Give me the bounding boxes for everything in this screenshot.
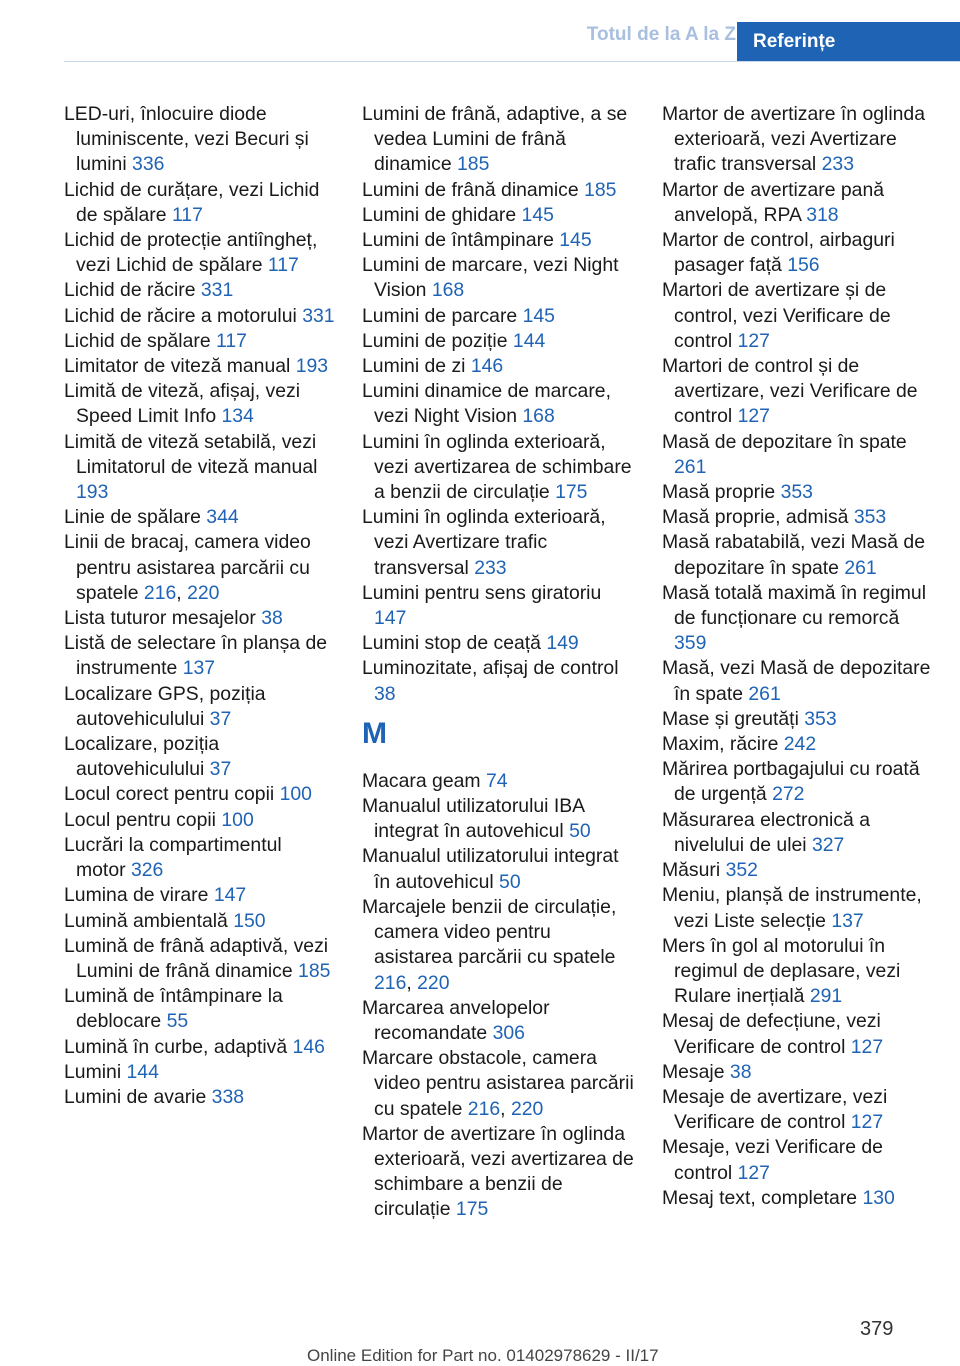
page-link[interactable]: 146 (470, 355, 504, 378)
index-entry (64, 984, 336, 1034)
entry-text: Localizare, poziția autovehiculului (64, 733, 220, 781)
page-link[interactable]: 74 (485, 769, 508, 792)
page-link[interactable]: 147 (374, 607, 407, 630)
index-entry (662, 808, 934, 858)
entry-text: Marcare obstacole, camera video pentru asistarea parcării cu spatele (362, 1047, 634, 1120)
page-link[interactable]: 216 (143, 581, 177, 604)
index-entry (362, 203, 634, 228)
page-link[interactable]: 359 (674, 632, 707, 655)
entry-text: Lumini dinamice de marcare, vezi Night Vision (362, 380, 611, 428)
index-entry (64, 682, 336, 732)
page-link[interactable]: 336 (132, 153, 165, 176)
entry-text: Lumini de parcare (362, 304, 523, 327)
index-entry (662, 1060, 934, 1085)
entry-text: Lichid de spălare (64, 329, 216, 352)
entry-text: Mase și greutăți (662, 707, 805, 730)
index-entry: Linii de bracaj, camera video pentru asistarea parcării cu spatele 216, 220 (64, 531, 311, 604)
index-entry (662, 228, 934, 278)
entry-text: Macara geam (362, 769, 486, 792)
entry-text: Lumini în oglinda exterioară, vezi avertizarea de schimbare a benzii de circulație (362, 430, 632, 504)
page-link[interactable]: 331 (200, 279, 234, 302)
entry-text: Locul pentru copii (64, 808, 222, 831)
entry-text: Mesaj de defecțiune, vezi Verificare de control (662, 1010, 881, 1058)
entry-text: Măsuri (662, 859, 726, 882)
index-entry (362, 844, 634, 894)
page-link[interactable]: 185 (298, 959, 331, 982)
index-entry (362, 228, 634, 253)
entry-text: Locul corect pentru copii (64, 783, 280, 806)
page-link[interactable]: 193 (295, 355, 329, 378)
page-link[interactable]: 149 (546, 632, 579, 655)
entry-text: Masă totală maximă în regimul de funcționare cu remorcă (662, 581, 927, 630)
index-entry (64, 505, 336, 530)
index-entry (662, 530, 934, 580)
page-link[interactable]: 216 (467, 1097, 501, 1120)
entry-text: Lucrări la compartimentul motor (64, 833, 282, 882)
page-link[interactable]: 50 (569, 820, 591, 843)
entry-text: Lumini de zi (362, 355, 471, 378)
page-link[interactable]: 127 (737, 1161, 770, 1184)
page-link[interactable]: 233 (474, 556, 507, 579)
entry-text: Listă de selectare în planșa de instrumente (64, 632, 328, 680)
page-link[interactable]: 193 (76, 481, 109, 504)
index-entry (362, 102, 634, 178)
page-number: 379 (860, 1318, 894, 1340)
index-entry (662, 732, 934, 757)
page-link[interactable]: 261 (674, 455, 707, 478)
index-entry: Marcajele benzii de circulație, camera video pentru asistarea parcării cu spatele 216, 220 (362, 895, 617, 994)
page-link[interactable]: 38 (729, 1060, 752, 1083)
index-entry (362, 329, 634, 354)
entry-text: Masă rabatabilă, vezi Masă de depozitare în spate (662, 531, 925, 579)
entry-text: Lichid de răcire a motorului (64, 304, 303, 327)
entry-text: Manualul utilizatorului IBA integrat în autovehicul (362, 795, 585, 843)
entry-text: Lichid de protecție antiîngheț, vezi Lichid de spălare (64, 229, 318, 277)
header-divider (64, 61, 960, 62)
index-entry (662, 1009, 934, 1059)
index-entry (362, 505, 634, 581)
entry-text: Mesaje (662, 1060, 730, 1083)
page-link[interactable]: 134 (221, 405, 254, 428)
index-entry (64, 430, 336, 506)
entry-text: Limită de viteză, afișaj, vezi Speed Limit Info (64, 380, 301, 428)
index-entry (362, 430, 634, 506)
index-entry (362, 178, 634, 203)
entry-text: Lumini de marcare, vezi Night Vision (362, 254, 619, 302)
index-entry (662, 1085, 934, 1135)
index-entry (662, 1186, 934, 1211)
entry-text: Lumina de virare (64, 884, 214, 907)
header-tab-references[interactable]: Referințe (737, 22, 960, 61)
entry-text: Manualul utilizatorului integrat în autovehicul (362, 845, 619, 893)
index-entry (64, 278, 336, 303)
page-link[interactable]: 117 (171, 203, 203, 226)
page-link[interactable]: 145 (521, 203, 554, 226)
page-link[interactable]: 144 (126, 1060, 159, 1083)
entry-text: Martori de avertizare și de control, vezi Verificare de control (662, 279, 891, 352)
page-link[interactable]: 117 (267, 254, 299, 277)
entry-text: Maxim, răcire (662, 733, 784, 756)
index-entry (64, 354, 336, 379)
page-link[interactable]: 50 (499, 870, 521, 893)
index-entry (362, 656, 634, 706)
index-entry (662, 1135, 934, 1185)
index-entry (64, 1060, 336, 1085)
section-m-entries (362, 769, 634, 1223)
index-entry (362, 253, 634, 303)
entry-text: Martor de avertizare în oglinda exterioară, vezi Avertizare trafic transversal (662, 103, 925, 176)
entry-text: Masă de depozitare în spate (662, 430, 907, 453)
edition-footer: Online Edition for Part no. 01402978629 - II/17 (307, 1346, 659, 1365)
index-entry (64, 782, 336, 807)
header-section-title: Totul de la A la Z (586, 24, 736, 45)
entry-text: Lumini de frână, adaptive, a se vedea Lumini de frână dinamice (362, 103, 628, 176)
page-link[interactable]: 185 (457, 153, 490, 176)
page-link[interactable]: 100 (279, 783, 312, 806)
entry-text: Marcajele benzii de circulație, camera video pentru asistarea parcării cu spatele (362, 895, 617, 969)
index-entry (662, 505, 934, 530)
index-entry (662, 707, 934, 732)
entry-text: Lumină de frână adaptivă, vezi Lumini de frână dinamice (64, 934, 329, 982)
page-link[interactable]: 220 (417, 971, 450, 994)
index-entry (662, 178, 934, 228)
page-link[interactable]: 261 (844, 556, 877, 579)
index-entry (662, 278, 934, 354)
index-entry (64, 883, 336, 908)
entry-text: Lumini de avarie (64, 1085, 212, 1108)
page-link[interactable]: 175 (455, 1198, 489, 1221)
entry-text: Lumini (64, 1060, 127, 1083)
page-link[interactable]: 127 (737, 329, 770, 352)
page-link[interactable]: 37 (209, 758, 232, 781)
entry-text: Localizare GPS, poziția autovehiculului (64, 682, 266, 730)
page-link[interactable]: 137 (831, 909, 864, 932)
entry-text: Mesaje de avertizare, vezi Verificare de control (662, 1085, 888, 1134)
index-entry (662, 883, 934, 933)
index-entry (64, 178, 336, 228)
index-entry (662, 354, 934, 430)
page-link[interactable]: 261 (748, 682, 781, 705)
entry-text: Meniu, planșă de instrumente, vezi Liste selecție (662, 884, 922, 932)
page-link[interactable]: 117 (216, 329, 247, 352)
page-link[interactable]: 175 (555, 481, 588, 504)
index-entry (64, 1085, 336, 1110)
page-link[interactable]: 306 (492, 1021, 525, 1044)
page-link[interactable]: 168 (522, 405, 555, 428)
index-entry (64, 1035, 336, 1060)
entry-text: Lumini de poziție (362, 329, 513, 352)
index-entry (64, 833, 336, 883)
entry-text: Luminozitate, afișaj de control (362, 657, 619, 680)
entry-text: Mărirea portbagajului cu roată de urgență (662, 758, 920, 806)
entry-text: Lumină ambientală (64, 909, 234, 932)
index-entry (362, 581, 634, 631)
index-entry (64, 934, 336, 984)
page-link[interactable]: 318 (806, 203, 839, 226)
entry-text: Lumini stop de ceață (362, 632, 547, 655)
index-entry (662, 430, 934, 480)
page-link[interactable]: 353 (780, 481, 813, 504)
page-link[interactable]: 100 (221, 808, 254, 831)
page-link[interactable]: 220 (510, 1097, 544, 1120)
entry-text: Masă proprie, admisă (662, 506, 854, 529)
entry-text: Linie de spălare (64, 506, 207, 529)
page-link[interactable]: 38 (261, 607, 283, 630)
index-entry (662, 934, 934, 1010)
page-link[interactable]: 37 (209, 707, 232, 730)
page-link[interactable]: 156 (787, 254, 820, 277)
page-link[interactable]: 127 (850, 1111, 884, 1134)
page-link[interactable]: 242 (783, 733, 817, 756)
index-entry (64, 329, 336, 354)
page-link[interactable]: 185 (584, 178, 617, 201)
index-entry (662, 480, 934, 505)
entry-text: Mesaje, vezi Verificare de control (662, 1136, 883, 1184)
entry-text: Martor de control, airbaguri pasager față (662, 229, 895, 277)
index-entry (662, 102, 934, 178)
index-entry (362, 354, 634, 379)
page-link[interactable]: 168 (431, 279, 465, 302)
page-link[interactable]: 55 (166, 1010, 189, 1033)
index-entry (64, 606, 336, 631)
entry-text: Masă, vezi Masă de depozitare în spate (662, 657, 931, 705)
section-letter-m: M (362, 716, 387, 750)
entry-text: Lumini de frână dinamice (362, 178, 585, 201)
page-link[interactable]: 146 (292, 1035, 325, 1058)
index-entry (662, 858, 934, 883)
entry-text: Lumini pentru sens giratoriu (362, 581, 602, 604)
entry-text: Lichid de curățare, vezi Lichid de spălare (64, 178, 320, 226)
entry-text: Lumini de întâmpinare (362, 229, 560, 252)
entry-text: Martor de avertizare în oglinda exterioară, vezi avertizarea de schimbare a benzii de circulație (362, 1122, 634, 1221)
page-link[interactable]: 326 (130, 859, 164, 882)
entry-text: Martori de control și de avertizare, vezi Verificare de control (662, 355, 918, 428)
entry-text: Lumini de ghidare (362, 203, 522, 226)
entry-text: Măsurarea electronică a nivelului de ulei (662, 808, 871, 856)
page-link[interactable]: 327 (811, 833, 845, 856)
page-link[interactable]: 144 (512, 329, 546, 352)
index-column-2-entries (362, 102, 634, 707)
index-entry (662, 757, 934, 807)
entry-text: Lista tuturor mesajelor (64, 607, 262, 630)
page-link[interactable]: 147 (213, 884, 247, 907)
page-link[interactable]: 38 (374, 682, 396, 705)
entry-text: Limită de viteză setabilă, vezi Limitatorul de viteză manual (64, 430, 318, 478)
entry-text: Lumini în oglinda exterioară, vezi Avertizare trafic transversal (362, 506, 606, 579)
page-link[interactable]: 220 (187, 581, 220, 604)
page-link[interactable]: 272 (772, 783, 805, 806)
entry-text: Mers în gol al motorului în regimul de deplasare, vezi Rulare inerțială (662, 934, 901, 1008)
index-entry (662, 656, 934, 706)
index-column-2 (362, 102, 634, 1223)
page-link[interactable]: 353 (853, 506, 887, 529)
index-entry (362, 769, 634, 794)
index-entry: Marcare obstacole, camera video pentru asistarea parcării cu spatele 216, 220 (362, 1047, 634, 1120)
index-entry (362, 304, 634, 329)
index-entry (64, 732, 336, 782)
index-entry (64, 304, 336, 329)
entry-text: Linii de bracaj, camera video pentru asistarea parcării cu spatele (64, 531, 311, 604)
page-link[interactable]: 233 (821, 153, 854, 176)
entry-text: Limitator de viteză manual (64, 355, 296, 378)
index-entry (362, 631, 634, 656)
index-entry (64, 631, 336, 681)
page-link[interactable]: 344 (206, 506, 239, 529)
entry-text: Masă proprie (662, 481, 781, 504)
index-entry (64, 379, 336, 429)
index-entry (362, 1122, 634, 1223)
page-link[interactable]: 127 (850, 1035, 884, 1058)
index-entry (362, 996, 634, 1046)
index-entry (64, 909, 336, 934)
index-column-3 (662, 102, 934, 1211)
page-link[interactable]: 338 (211, 1085, 245, 1108)
entry-text: Lumină în curbe, adaptivă (64, 1035, 293, 1058)
index-entry (662, 581, 934, 657)
page-link[interactable]: 137 (182, 657, 216, 680)
page-link[interactable]: 353 (804, 707, 837, 730)
entry-text: Lumină de întâmpinare la deblocare (64, 985, 283, 1033)
entry-text: Mesaj text, completare (662, 1186, 863, 1209)
page-link[interactable]: 145 (559, 229, 592, 252)
page-link[interactable]: 216 (374, 971, 407, 994)
page-link[interactable]: 352 (725, 859, 758, 882)
index-entry (64, 102, 336, 178)
entry-text: Martor de avertizare pană anvelopă, RPA (662, 178, 885, 226)
page-link[interactable]: 150 (233, 909, 266, 932)
index-entry (64, 228, 336, 278)
entry-text: Marcarea anvelopelor recomandate (362, 996, 550, 1044)
page-link[interactable]: 331 (302, 304, 335, 327)
entry-text: LED-uri, înlocuire diode luminiscente, vezi Becuri și lumini (64, 103, 309, 176)
page-link[interactable]: 291 (809, 985, 843, 1008)
page-header (0, 0, 960, 62)
page-link[interactable]: 145 (522, 304, 555, 327)
index-entry (362, 794, 634, 844)
entry-text: Lichid de răcire (64, 279, 201, 302)
page-link[interactable]: 130 (862, 1186, 895, 1209)
page-link[interactable]: 127 (737, 405, 770, 428)
index-entry (64, 808, 336, 833)
index-column-1 (64, 102, 336, 1110)
index-entry (362, 379, 634, 429)
